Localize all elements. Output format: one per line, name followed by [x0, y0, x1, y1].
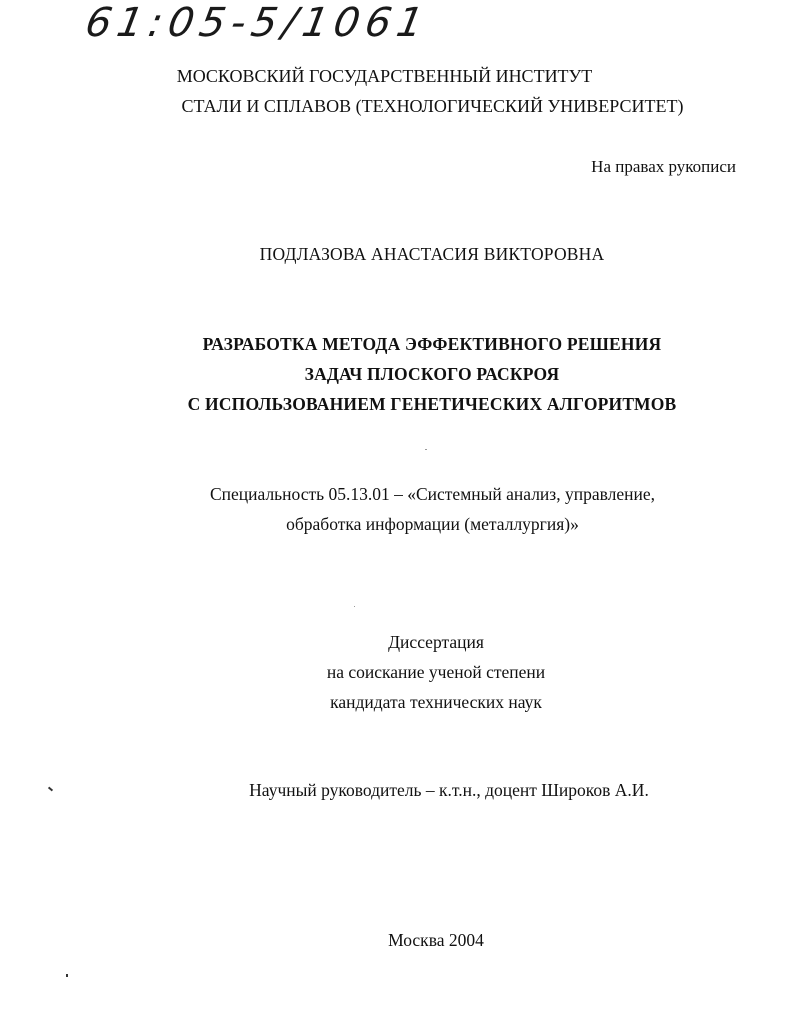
thesis-title-line-3: С ИСПОЛЬЗОВАНИЕМ ГЕНЕТИЧЕСКИХ АЛГОРИТМОВ: [187, 394, 677, 414]
specialty-line-2: обработка информации (металлургия)»: [286, 514, 579, 534]
institution-line-2: СТАЛИ И СПЛАВОВ (ТЕХНОЛОГИЧЕСКИЙ УНИВЕРСИТЕТ): [181, 96, 684, 116]
degree-line-2: кандидата технических наук: [330, 692, 542, 712]
scan-speck: [425, 449, 427, 450]
supervisor: Научный руководитель – к.т.н., доцент Широков А.И.: [249, 780, 649, 800]
degree-line-1: на соискание ученой степени: [326, 662, 546, 682]
place-year: Москва 2004: [388, 930, 484, 950]
handwritten-catalog-code: 61:05-5/1061: [81, 0, 433, 46]
scan-speck: [66, 974, 68, 977]
dissertation-label: Диссертация: [388, 632, 484, 652]
scan-speck: [354, 606, 355, 607]
rights-note: На правах рукописи: [591, 157, 736, 176]
author-name: ПОДЛАЗОВА АНАСТАСИЯ ВИКТОРОВНА: [259, 244, 605, 264]
thesis-title-line-2: ЗАДАЧ ПЛОСКОГО РАСКРОЯ: [304, 364, 560, 384]
specialty-line-1: Специальность 05.13.01 – «Системный анализ, управление,: [209, 484, 655, 504]
thesis-title-line-1: РАЗРАБОТКА МЕТОДА ЭФФЕКТИВНОГО РЕШЕНИЯ: [202, 334, 662, 354]
institution-line-1: МОСКОВСКИЙ ГОСУДАРСТВЕННЫЙ ИНСТИТУТ: [176, 66, 593, 86]
